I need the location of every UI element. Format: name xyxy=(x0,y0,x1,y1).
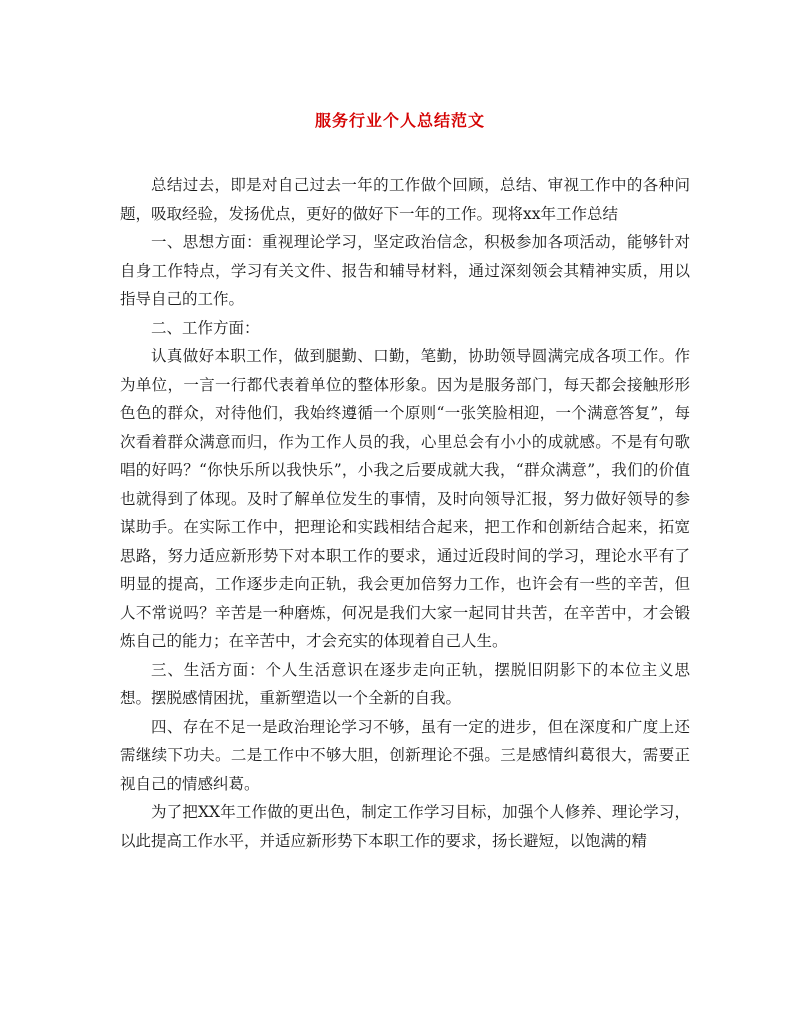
paragraph-thought: 一、思想方面：重视理论学习，坚定政治信念，积极参加各项活动，能够针对自身工作特点，学习有关文件、报告和辅导材料，通过深刻领会其精神实质，用以指导自己的工作。 xyxy=(120,233,690,308)
document-body xyxy=(120,171,690,855)
document-title: 服务行业个人总结范文 xyxy=(314,111,485,130)
paragraph-goals: 为了把XX年工作做的更出色，制定工作学习目标，加强个人修养、理论学习，以此提高工作水平，并适应新形势下本职工作的要求，扬长避短，以饱满的精 xyxy=(120,803,690,850)
paragraph-life: 三、生活方面：个人生活意识在逐步走向正轨，摆脱旧阴影下的本位主义思想。摆脱感情困扰，重新塑造以一个全新的自我。 xyxy=(120,660,690,707)
paragraph-shortcomings: 四、存在不足一是政治理论学习不够，虽有一定的进步，但在深度和广度上还需继续下功夫。二是工作中不够大胆，创新理论不强。三是感情纠葛很大，需要正视自己的情感纠葛。 xyxy=(120,717,690,793)
paragraph-intro: 总结过去，即是对自己过去一年的工作做个回顾，总结、审视工作中的各种问题，吸取经验，发扬优点，更好的做好下一年的工作。现将xx年工作总结 xyxy=(120,176,690,223)
paragraph-work: 认真做好本职工作，做到腿勤、口勤，笔勤，协助领导圆满完成各项工作。作为单位，一言一行都代表着单位的整体形象。因为是服务部门，每天都会接触形形色色的群众，对待他们，我始终遵循一个原则“一张笑脸相迎，一个满意答复”，每次看着群众满意而归，作为工作人员的我，心里总会有小小的成就感。不是有句歌唱的好吗？“你快乐所以我快乐”，小我之后要成就大我，“群众满意”，我们的价值也就得到了体现。及时了解单位发生的事情，及时向领导汇报，努力做好领导的参谋助手。在实际工作中，把理论和实践相结合起来，把工作和创新结合起来，拓宽思路，努力适应新形势下对本职工作的要求，通过近段时间的学习，理论水平有了明显的提高，工作逐步走向正轨，我会更加倍努力工作，也许会有一些的辛苦，但人不常说吗？辛苦是一种磨炼，何况是我们大家一起同甘共苦，在辛苦中，才会锻炼自己的能力；在辛苦中，才会充实的体现着自己人生。 xyxy=(120,347,690,650)
paragraph-work-heading: 二、工作方面： xyxy=(151,318,260,337)
